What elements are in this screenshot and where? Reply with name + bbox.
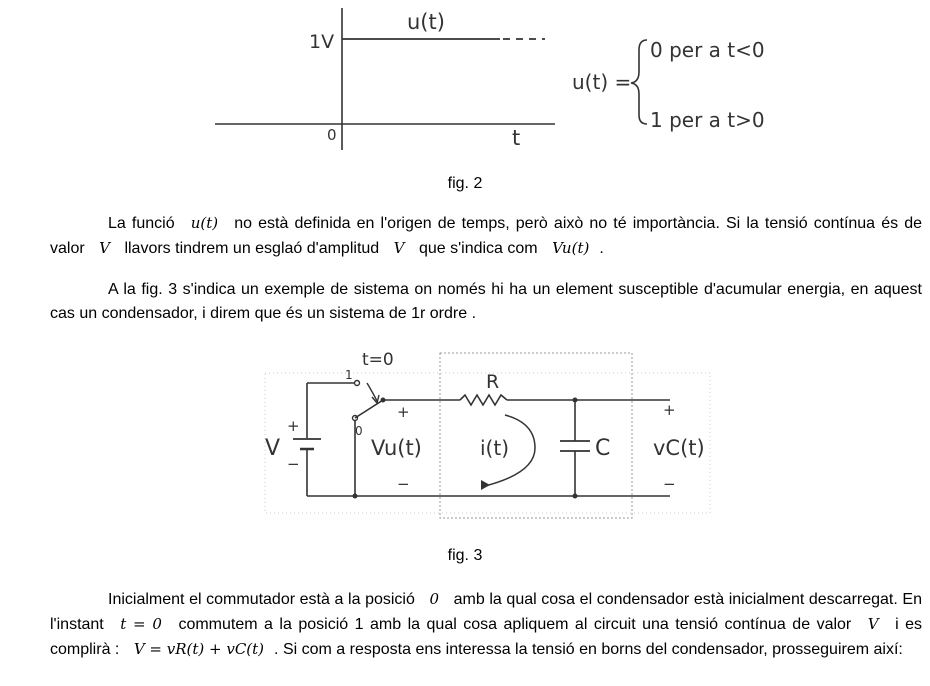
fig3-switch-blade [355, 400, 383, 418]
fig3-output-label: vC(t) [653, 436, 705, 460]
fig3-resistor [460, 395, 507, 405]
fig3-step-plus: + [397, 403, 410, 421]
p3-math-eq: V = vR(t) + vC(t) [133, 640, 265, 658]
p1-math-vu: Vu(t) [552, 239, 590, 257]
p3-math-v: V [867, 615, 879, 633]
fig3-pos0-label: 0 [355, 424, 363, 438]
p2-text: A la fig. 3 s'indica un exemple de sistema on només hi ha un element susceptible d'acumular energia, en aquest cas un condensador, i direm que és un sistema de 1r ordre . [50, 281, 922, 322]
fig3-current-label: i(t) [480, 436, 510, 460]
fig3-pos1-label: 1 [345, 368, 353, 382]
fig3-step-minus: − [397, 475, 410, 493]
fig2-def-lhs: u(t) = [572, 70, 632, 94]
fig3-source-label: V [265, 436, 281, 461]
p3-text-1: Inicialment el commutador està a la posició [108, 591, 415, 608]
fig2-case-1: 0 per a t<0 [650, 38, 765, 62]
fig2-origin-label: 0 [327, 126, 337, 144]
fig2-caption: fig. 2 [447, 175, 483, 192]
p1-text-5: . [599, 240, 604, 257]
p1-math-v2: V [393, 239, 405, 257]
p1-text-4: que s'indica com [418, 240, 538, 257]
p3-text-4: i es complirà : [50, 616, 923, 658]
fig3-battery-minus: − [287, 455, 300, 473]
p1-text-1: La funció [108, 215, 175, 232]
fig3-capacitor-label: C [595, 436, 611, 461]
fig3-out-minus: − [663, 475, 676, 493]
fig2-curve-label: u(t) [407, 10, 445, 34]
p1-text-3: llavors tindrem un esglaó d'amplitud [124, 240, 380, 257]
fig3-switch-contact-1 [355, 381, 360, 386]
fig2-level-label: 1V [309, 31, 335, 53]
fig3-resistor-label: R [486, 371, 500, 393]
fig2-t-label: t [512, 126, 521, 150]
fig2-step-function-graph [205, 0, 775, 155]
p3-math-t0: t = 0 [120, 615, 162, 633]
fig3-node-bottom-left [353, 494, 358, 499]
paragraph-1 [50, 211, 922, 261]
p3-math-0: 0 [429, 590, 440, 608]
p3-text-2: amb la qual cosa el condensador està inicialment descarregat. En l'instant [50, 591, 923, 633]
fig3-step-source-label: Vu(t) [371, 436, 422, 460]
fig3-circuit-diagram [255, 343, 720, 528]
p1-math-v: V [99, 239, 110, 257]
fig3-switch-label: t=0 [362, 350, 394, 370]
p1-text-2: no està definida en l'origen de temps, però això no té importància. Si la tensió contínua és de valor [50, 215, 922, 257]
fig2-case-2: 1 per a t>0 [650, 108, 765, 132]
fig3-current-arrow-head [481, 480, 490, 490]
p1-math-u: u(t) [190, 214, 219, 232]
fig3-battery-plus: + [287, 417, 300, 435]
paragraph-3 [50, 587, 922, 662]
p3-text-3: commutem a la posició 1 amb la qual cosa apliquem al circuit una tensió contínua de valor [178, 616, 852, 633]
fig2-brace [631, 40, 647, 124]
paragraph-2 [50, 278, 922, 326]
fig3-switch-arrow [367, 383, 377, 401]
p3-text-5: . Si com a resposta ens interessa la tensió en borns del condensador, prosseguirem així: [274, 641, 903, 658]
fig3-caption: fig. 3 [447, 547, 483, 564]
fig3-out-plus: + [663, 401, 676, 419]
